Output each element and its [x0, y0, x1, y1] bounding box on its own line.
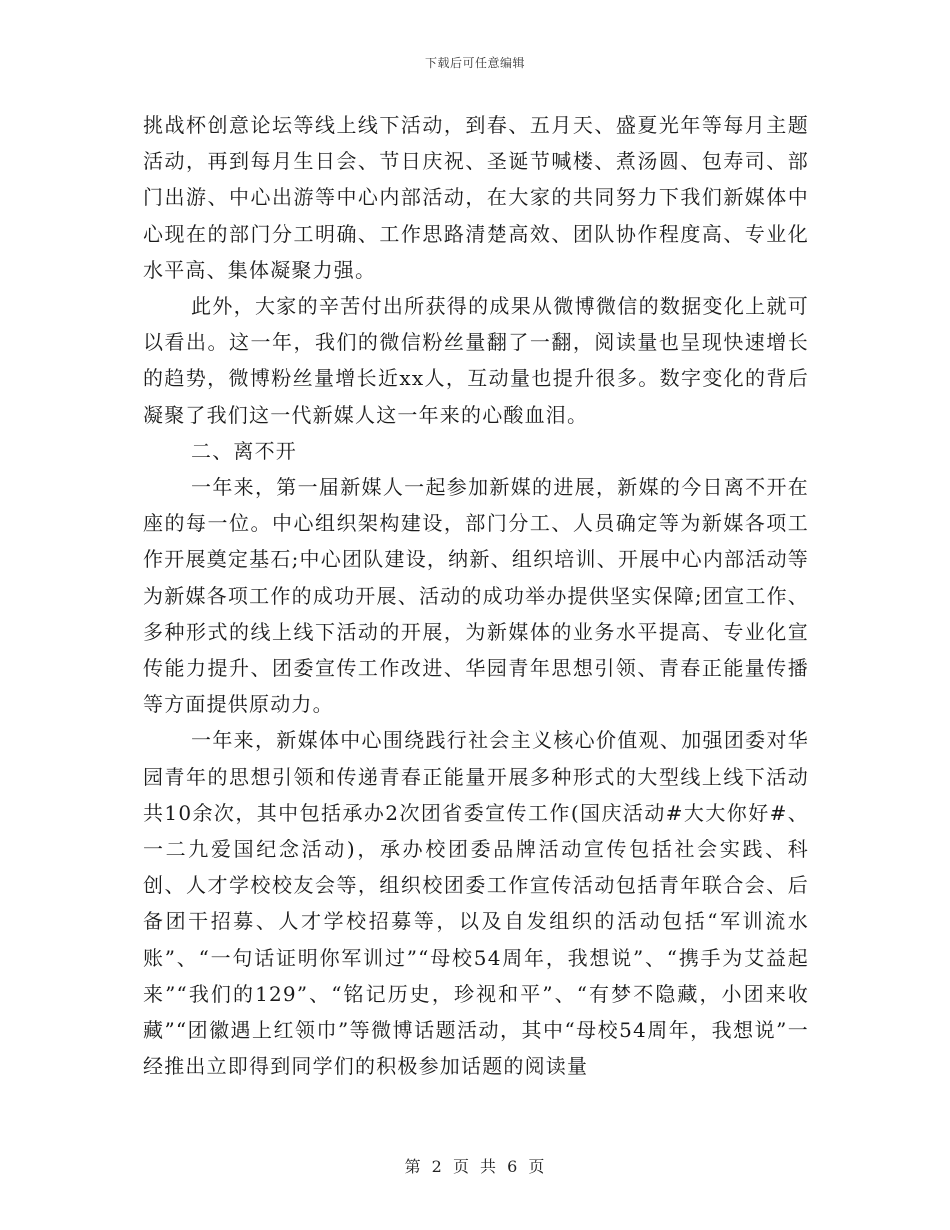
page-number: 第 2 页 共 6 页 [404, 1157, 546, 1176]
document-body [143, 107, 809, 1084]
paragraph-2: 此外，大家的辛苦付出所获得的成果从微博微信的数据变化上就可以看出。这一年，我们的微信粉丝量翻了一翻，阅读量也呈现快速增长的趋势，微博粉丝量增长近xx人，互动量也提升很多。数字变化的背后凝聚了我们这一代新媒人这一年来的心酸血泪。 [143, 294, 809, 427]
paragraph-4: 一年来，新媒体中心围绕践行社会主义核心价值观、加强团委对华园青年的思想引领和传递青春正能量开展多种形式的大型线上线下活动共10余次，其中包括承办2次团省委宣传工作(国庆活动#大大你好#、一二九爱国纪念活动)，承办校团委品牌活动宣传包括社会实践、科创、人才学校校友会等，组织校团委工作宣传活动包括青年联合会、后备团干招募、人才学校招募等，以及自发组织的活动包括“军训流水账”、“一句话证明你军训过”“母校54周年，我想说”、“携手为艾益起来”“我们的129”、“铭记历史，珍视和平”、“有梦不隐藏，小团来收藏”“团徽遇上红领巾”等微博话题活动，其中“母校54周年，我想说”一经推出立即得到同学们的积极参加话题的阅读量 [143, 728, 809, 1079]
section-heading: 二、离不开 [191, 438, 297, 463]
page-header-note: 下载后可任意编辑 [424, 56, 525, 70]
paragraph-3: 一年来，第一届新媒人一起参加新媒的进展，新媒的今日离不开在座的每一位。中心组织架构建设，部门分工、人员确定等为新媒各项工作开展奠定基石;中心团队建设，纳新、组织培训、开展中心内部活动等为新媒各项工作的成功开展、活动的成功举办提供坚实保障;团宣工作、多种形式的线上线下活动的开展，为新媒体的业务水平提高、专业化宣传能力提升、团委宣传工作改进、华园青年思想引领、青春正能量传播等方面提供原动力。 [143, 475, 809, 717]
paragraph-1: 挑战杯创意论坛等线上线下活动，到春、五月天、盛夏光年等每月主题活动，再到每月生日会、节日庆祝、圣诞节喊楼、煮汤圆、包寿司、部门出游、中心出游等中心内部活动，在大家的共同努力下我们新媒体中心现在的部门分工明确、工作思路清楚高效、团队协作程度高、专业化水平高、集体凝聚力强。 [143, 113, 809, 282]
